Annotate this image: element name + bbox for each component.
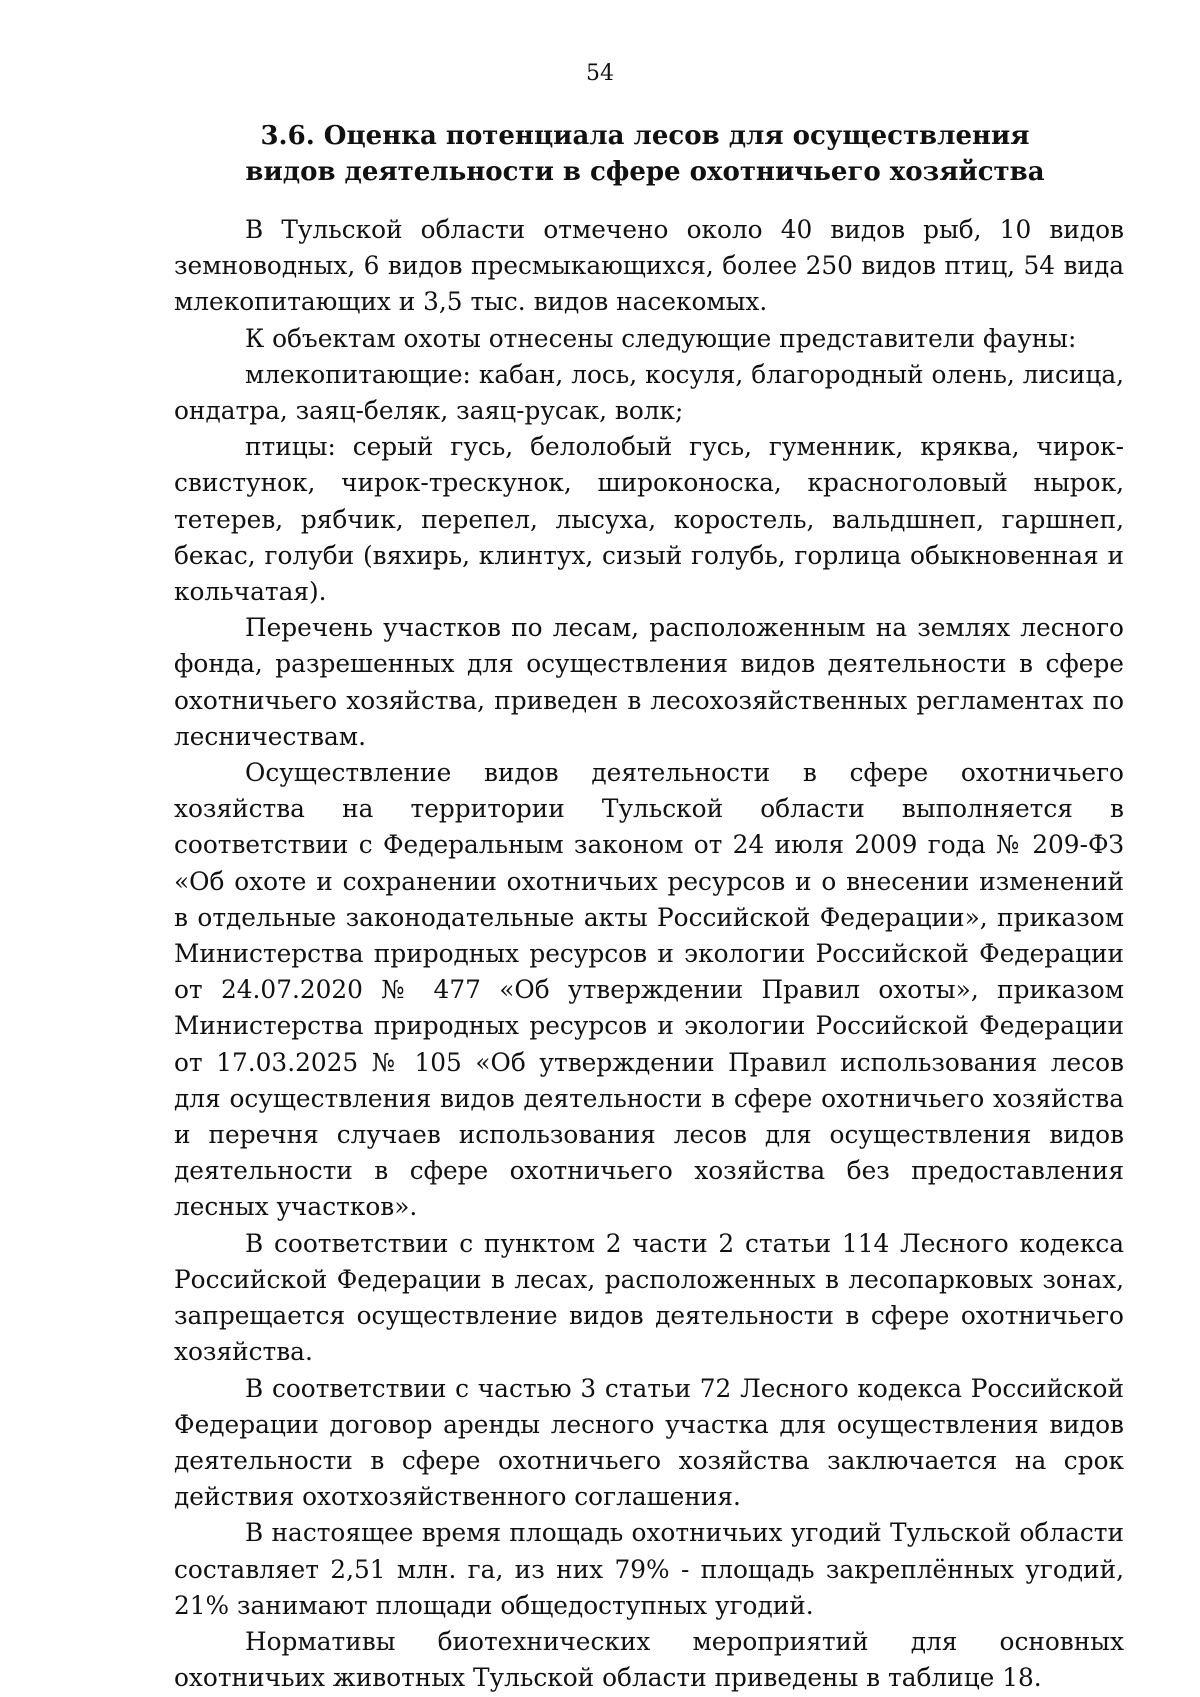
paragraph-hunting-area: В настоящее время площадь охотничьих угодий Тульской области составляет 2,51 млн. га, из них 79% - площадь закреплённых угодий, 21% занимают площади общедоступных угодий.: [174, 1518, 1124, 1620]
body-text: [174, 212, 1124, 1696]
paragraph-fauna-overview: В Тульской области отмечено около 40 видов рыб, 10 видов земноводных, 6 видов пресмыкающихся, более 250 видов птиц, 54 вида млекопитающих и 3,5 тыс. видов насекомых.: [174, 215, 1124, 317]
paragraph-legal-basis: Осуществление видов деятельности в сфере охотничьего хозяйства на территории Тульской области выполняется в соответствии с Федеральным законом от 24 июля 2009 года № 209-ФЗ «Об охоте и сохранении охотничьих ресурсов и о внесении изменений в отдельные законодательные акты Российской Федерации», приказом Министерства природных ресурсов и экологии Российской Федерации от 24.07.2020 № 477 «Об утверждении Правил охоты», приказом Министерства природных ресурсов и экологии Российской Федерации от 17.03.2025 № 105 «Об утверждении Правил использования лесов для осуществления видов деятельности в сфере охотничьего хозяйства и перечня случаев использования лесов для осуществления видов деятельности в сфере охотничьего хозяйства без предоставления лесных участков».: [174, 758, 1124, 1222]
paragraph-table-reference: Нормативы биотехнических мероприятий для основных охотничьих животных Тульской области приведены в таблице 18.: [174, 1626, 1124, 1693]
section-heading-line-2: видов деятельности в сфере охотничьего хозяйства: [245, 157, 1045, 187]
paragraph-birds-list: птицы: серый гусь, белолобый гусь, гуменник, кряква, чирок-свистунок, чирок-трескунок, широконоска, красноголовый нырок, тетерев, рябчик, перепел, лысуха, коростель, вальдшнеп, гаршнеп, бекас, голуби (вяхирь, клинтух, сизый голубь, горлица обыкновенная и кольчатая).: [174, 432, 1124, 607]
section-heading-line-1: 3.6. Оценка потенциала лесов для осуществления: [260, 121, 1030, 151]
paragraph-hunting-objects-intro: К объектам охоты отнесены следующие представители фауны:: [245, 323, 1077, 353]
paragraph-plots-list: Перечень участков по лесам, расположенным на землях лесного фонда, разрешенных для осуществления видов деятельности в сфере охотничьего хозяйства, приведен в лесохозяйственных регламентах по лесничествам.: [174, 613, 1124, 751]
page-number: 54: [586, 61, 614, 86]
paragraph-forest-park-ban: В соответствии с пунктом 2 части 2 статьи 114 Лесного кодекса Российской Федерации в лесах, расположенных в лесопарковых зонах, запрещается осуществление видов деятельности в сфере охотничьего хозяйства.: [174, 1228, 1124, 1367]
paragraph-mammals-list: млекопитающие: кабан, лось, косуля, благородный олень, лисица, ондатра, заяц-беляк, заяц-русак, волк;: [174, 359, 1124, 426]
section-heading: [170, 118, 1120, 190]
paragraph-lease-term: В соответствии с частью 3 статьи 72 Лесного кодекса Российской Федерации договор аренды лесного участка для осуществления видов деятельности в сфере охотничьего хозяйства заключается на срок действия охотхозяйственного соглашения.: [174, 1373, 1124, 1512]
